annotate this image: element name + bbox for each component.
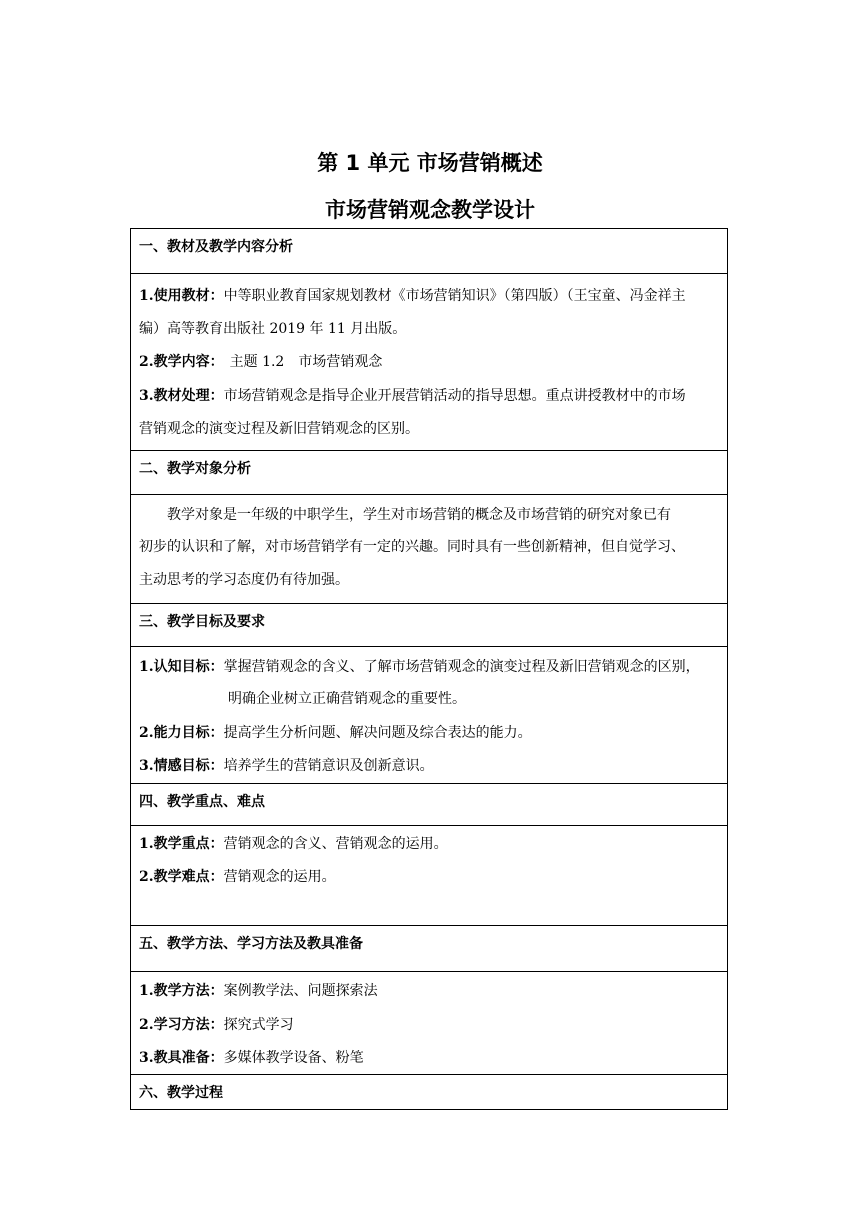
unit-title: 第 1 单元 市场营销概述 [317,151,543,175]
item-label: 3.教材处理： [139,388,224,404]
text-line: 主动思考的学习态度仍有待加强。 [139,572,349,588]
text-line [139,980,378,1000]
item-text: 营销观念的含义、营销观念的运用。 [223,836,448,852]
text-line: 教学对象是一年级的中职学生，学生对市场营销的概念及市场营销的研究对象已有 [139,507,671,523]
section-heading-2 [131,450,727,494]
item-label: 2.能力目标： [139,725,224,741]
text-line: 明确企业树立正确营销观念的重要性。 [228,691,466,707]
item-text: 营销观念的运用。 [223,869,336,885]
section-heading-6 [131,1074,727,1109]
text-line [139,1014,294,1034]
text-line [139,385,686,405]
item-text: 多媒体教学设备、粉笔 [223,1050,364,1066]
section-heading-5 [131,925,727,971]
text-line [139,866,336,886]
text-line: 初步的认识和了解，对市场营销学有一定的兴趣。同时具有一些创新精神，但自觉学习、 [139,539,685,555]
lesson-plan-table [130,228,728,1110]
section-heading-text: 四、教学重点、难点 [139,794,265,810]
section-heading-text: 六、教学过程 [139,1085,223,1101]
item-label: 3.情感目标： [139,758,224,774]
item-label: 1.教学方法： [139,983,224,999]
section-heading-text: 一、教材及教学内容分析 [139,239,293,255]
item-label: 2.学习方法： [139,1017,224,1033]
text-line: 编）高等教育出版社 2019 年 11 月出版。 [139,321,407,337]
item-text: 案例教学法、问题探索法 [223,983,378,999]
section-content-2 [131,494,727,603]
section-content-5 [131,971,727,1074]
item-label: 3.教具准备： [139,1050,224,1066]
item-text: 掌握营销观念的含义、了解市场营销观念的演变过程及新旧营销观念的区别， [223,659,700,675]
item-label: 1.教学重点： [139,836,224,852]
section-content-3 [131,646,727,783]
text-line [139,351,382,371]
section-content-1 [131,273,727,450]
section-heading-text: 三、教学目标及要求 [139,614,265,630]
lesson-title: 市场营销观念教学设计 [325,198,535,222]
text-line [139,1047,364,1067]
section-heading-1 [131,229,727,273]
section-heading-4 [131,783,727,825]
text-line [139,722,532,742]
section-content-4 [131,825,727,925]
item-text: 主题 1.2 市场营销观念 [229,354,383,370]
item-text: 培养学生的营销意识及创新意识。 [223,758,434,774]
text-line [139,656,700,676]
item-label: 1.使用教材： [139,288,224,304]
item-label: 2.教学内容： [139,354,224,370]
text-line [139,285,686,305]
item-text: 提高学生分析问题、解决问题及综合表达的能力。 [223,725,532,741]
section-heading-text: 二、教学对象分析 [139,461,251,477]
item-text: 中等职业教育国家规划教材《市场营销知识》（第四版）（王宝童、冯金祥主 [223,288,686,304]
item-label: 2.教学难点： [139,869,224,885]
text-line [139,755,434,775]
item-label: 1.认知目标： [139,659,224,675]
item-text: 市场营销观念是指导企业开展营销活动的指导思想。重点讲授教材中的市场 [223,388,686,404]
section-heading-3 [131,603,727,646]
text-line: 营销观念的演变过程及新旧营销观念的区别。 [139,421,419,437]
section-heading-text: 五、教学方法、学习方法及教具准备 [139,936,363,952]
text-line [139,833,448,853]
item-text: 探究式学习 [223,1017,294,1033]
